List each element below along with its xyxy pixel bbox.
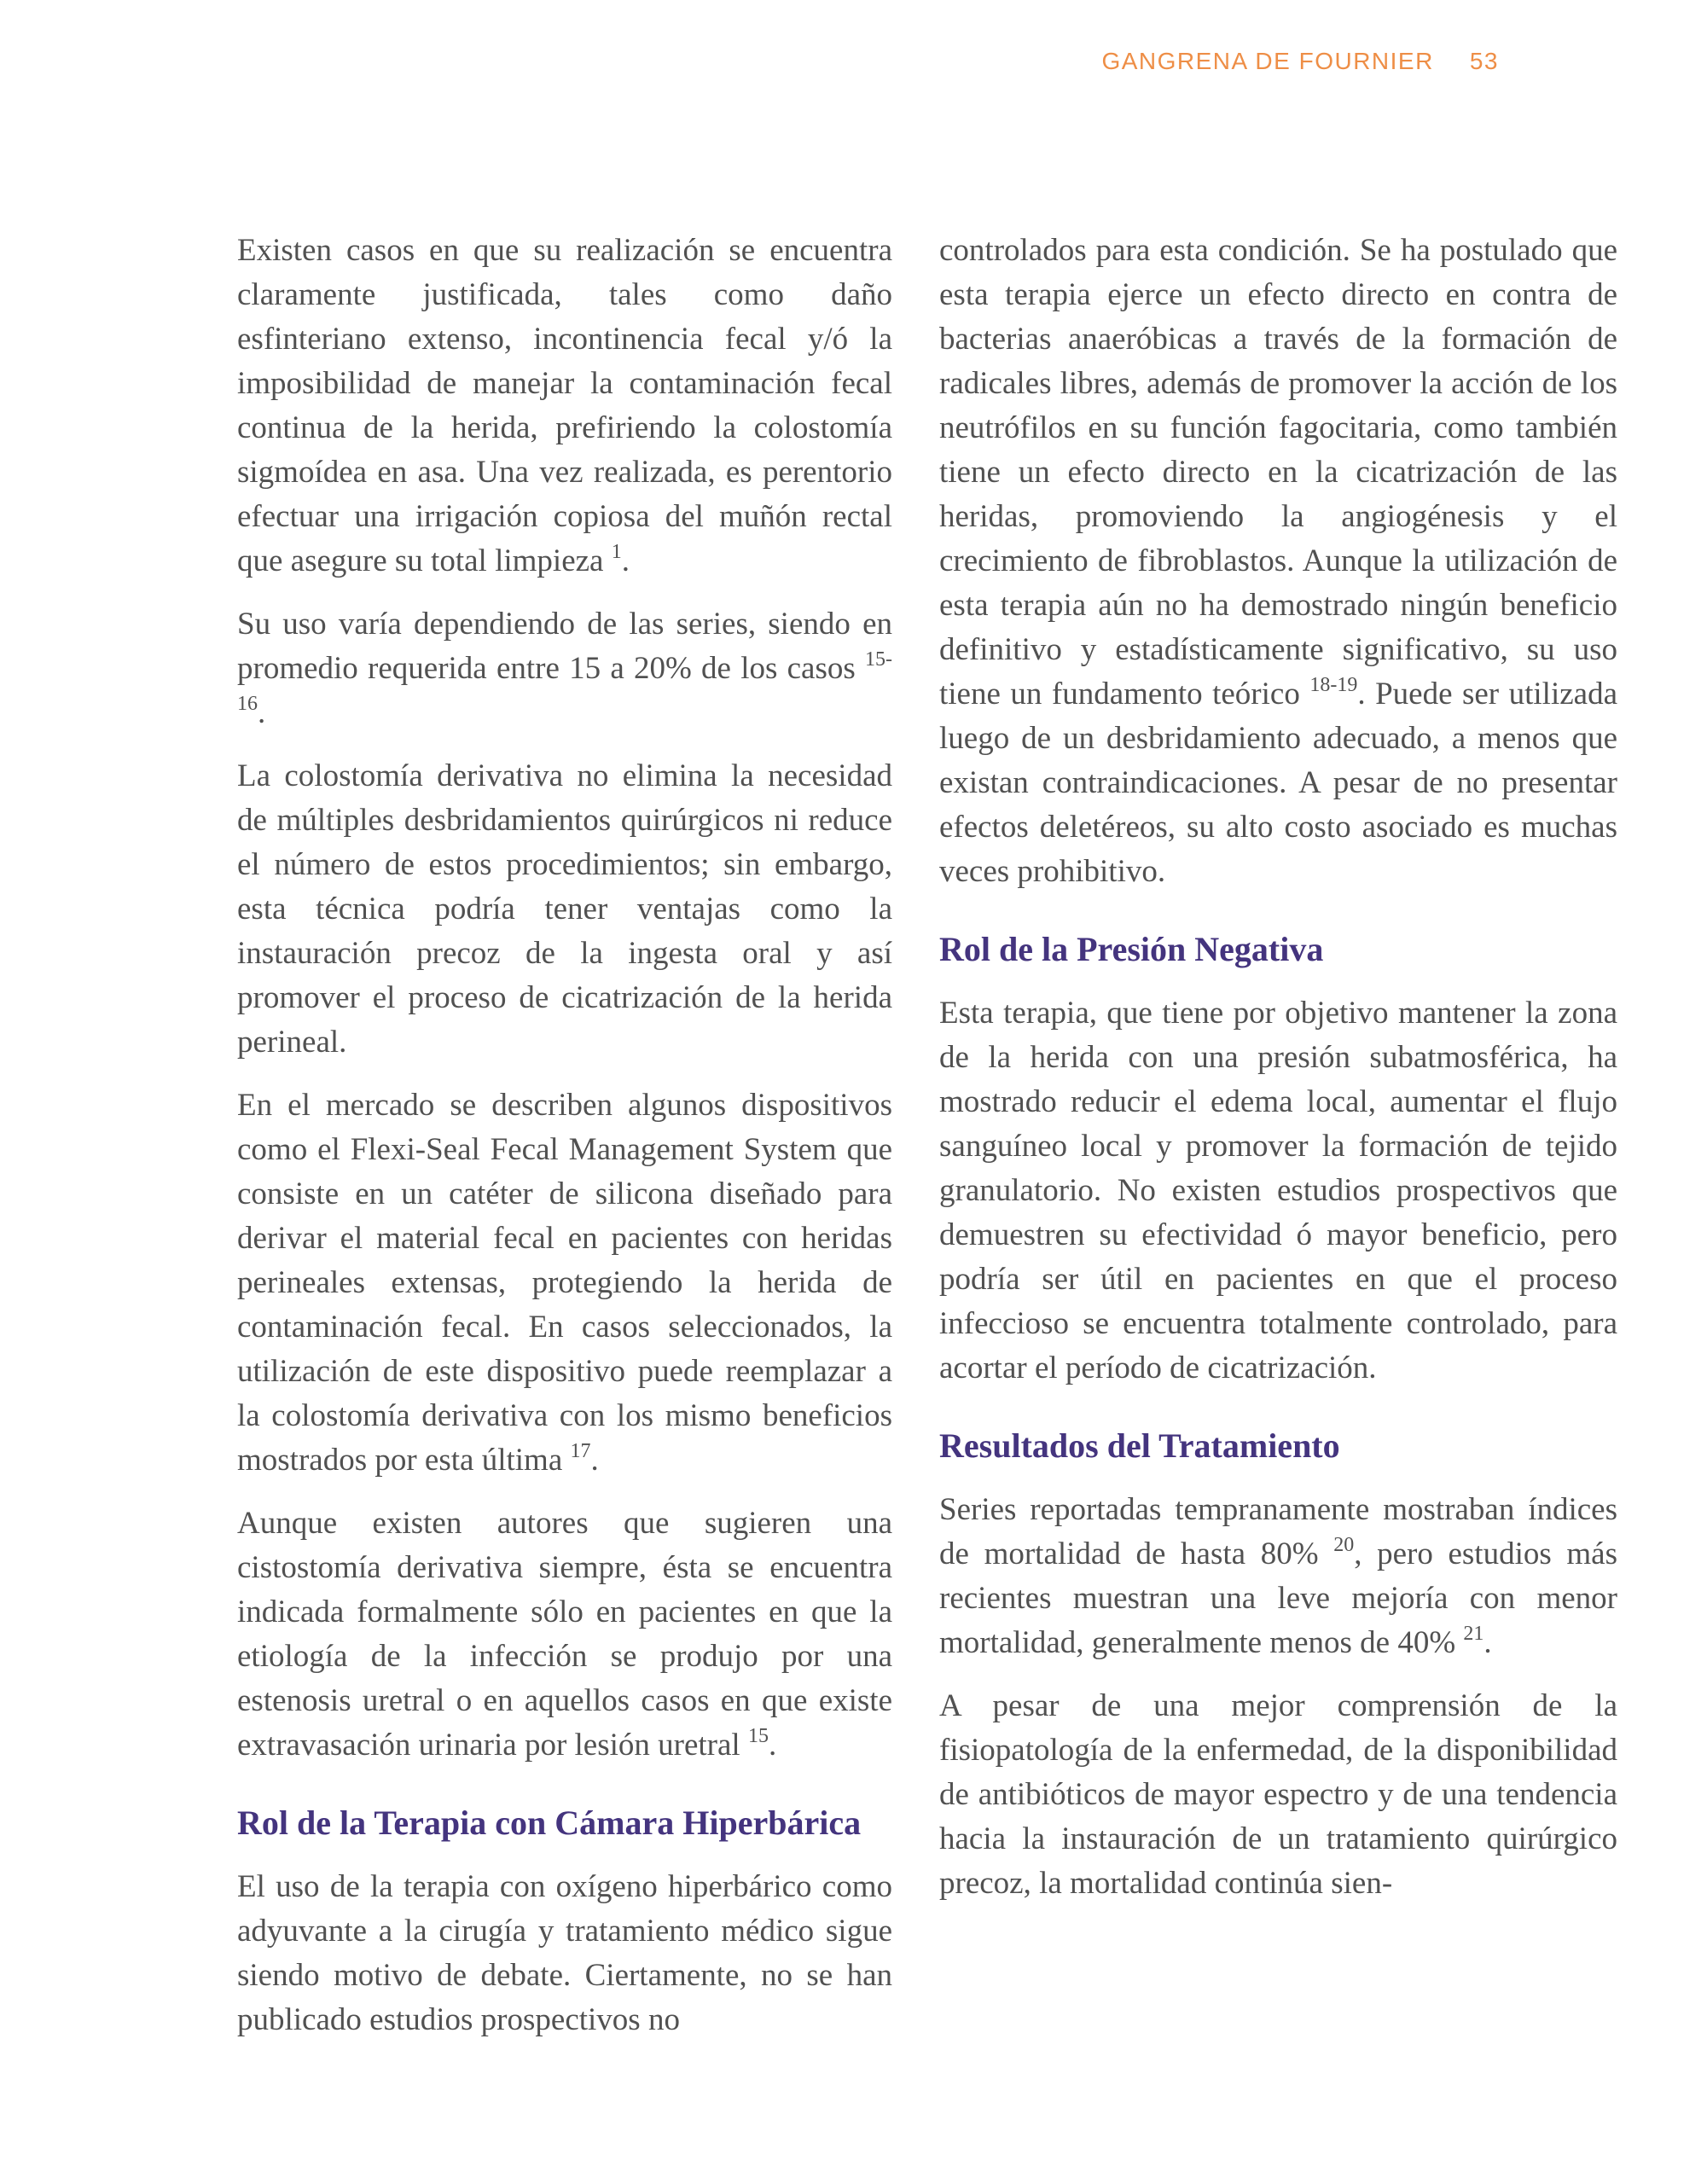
reference-superscript: 17 bbox=[570, 1440, 591, 1462]
section-heading: Rol de la Presión Negativa bbox=[939, 930, 1324, 968]
right-column bbox=[939, 229, 1617, 2061]
page-number: 53 bbox=[1469, 48, 1499, 74]
two-column-text-layout bbox=[237, 229, 1617, 2061]
running-header bbox=[1101, 48, 1499, 75]
paragraph: Series reportadas tempranamente mostraban índices de mortalidad de hasta 80% $^{20}$, pero estudios más recientes muestran una leve mejoría con menor mortalidad, generalmente menos de 40% $^{21}$. bbox=[939, 1492, 1617, 1660]
section-heading: Resultados del Tratamiento bbox=[939, 1426, 1340, 1465]
reference-superscript: 1 bbox=[611, 541, 622, 563]
paragraph: Su uso varía dependiendo de las series, siendo en promedio requerida entre 15 a 20% de los casos $^{15-16}$. bbox=[237, 607, 892, 730]
paragraph: El uso de la terapia con oxígeno hiperbárico como adyuvante a la cirugía y tratamiento médico sigue siendo motivo de debate. Ciertamente, no se han publicado estudios prospectivos no bbox=[237, 1869, 892, 2037]
paragraph: A pesar de una mejor comprensión de la fisiopatología de la enfermedad, de la disponibilidad de antibióticos de mayor espectro y de una tendencia hacia la instauración de un tratamiento quirúrgico precoz, la mortalidad continúa sien- bbox=[939, 1688, 1617, 1901]
paragraph: La colostomía derivativa no elimina la necesidad de múltiples desbridamientos quirúrgicos ni reduce el número de estos procedimientos; sin embargo, esta técnica podría tener ventajas como la instauración precoz de la ingesta oral y así promover el proceso de cicatrización de la herida perineal. bbox=[237, 758, 892, 1060]
reference-superscript: 18-19 bbox=[1309, 674, 1358, 696]
reference-superscript: 20 bbox=[1333, 1534, 1355, 1556]
reference-superscript: 15 bbox=[747, 1725, 769, 1747]
section-heading: Rol de la Terapia con Cámara Hiperbárica bbox=[237, 1804, 862, 1842]
paragraph: En el mercado se describen algunos dispositivos como el Flexi-Seal Fecal Management System que consiste en un catéter de silicona diseñado para derivar el material fecal en pacientes con heridas perineales extensas, protegiendo la herida de contaminación fecal. En casos seleccionados, la utilización de este dispositivo puede reemplazar a la colostomía derivativa con los mismo beneficios mostrados por esta última $^{17}$. bbox=[237, 1088, 892, 1478]
running-title: GANGRENA DE FOURNIER bbox=[1101, 48, 1434, 74]
paragraph: Aunque existen autores que sugieren una cistostomía derivativa siempre, ésta se encuentra indicada formalmente sólo en pacientes en que la etiología de la infección se produjo por una estenosis uretral o en aquellos casos en que existe extravasación urinaria por lesión uretral $^{15}$. bbox=[237, 1506, 892, 1763]
reference-superscript: 15-16 bbox=[237, 648, 892, 715]
paragraph: Esta terapia, que tiene por objetivo mantener la zona de la herida con una presión subatmosférica, ha mostrado reducir el edema local, aumentar el flujo sanguíneo local y promover la formación de tejido granulatorio. No existen estudios prospectivos que demuestren su efectividad ó mayor beneficio, pero podría ser útil en pacientes en que el proceso infeccioso se encuentra totalmente controlado, para acortar el período de cicatrización. bbox=[939, 996, 1617, 1385]
reference-superscript: 21 bbox=[1463, 1623, 1484, 1645]
paragraph: controlados para esta condición. Se ha postulado que esta terapia ejerce un efecto directo en contra de bacterias anaeróbicas a través de la formación de radicales libres, además de promover la acción de los neutrófilos en su función fagocitaria, como también tiene un efecto directo en la cicatrización de las heridas, promoviendo la angiogénesis y el crecimiento de fibroblastos. Aunque la utilización de esta terapia aún no ha demostrado ningún beneficio definitivo y estadísticamente significativo, su uso tiene un fundamento teórico $^{18-19}$. Puede ser utilizada luego de un desbridamiento adecuado, a menos que existan contraindicaciones. A pesar de no presentar efectos deletéreos, su alto costo asociado es muchas veces prohibitivo. bbox=[939, 233, 1618, 889]
left-column bbox=[237, 229, 892, 2061]
paragraph: Existen casos en que su realización se encuentra claramente justificada, tales como daño esfinteriano extenso, incontinencia fecal y/ó la imposibilidad de manejar la contaminación fecal continua de la herida, prefiriendo la colostomía sigmoídea en asa. Una vez realizada, es perentorio efectuar una irrigación copiosa del muñón rectal que asegure su total limpieza $^1$. bbox=[237, 233, 892, 578]
